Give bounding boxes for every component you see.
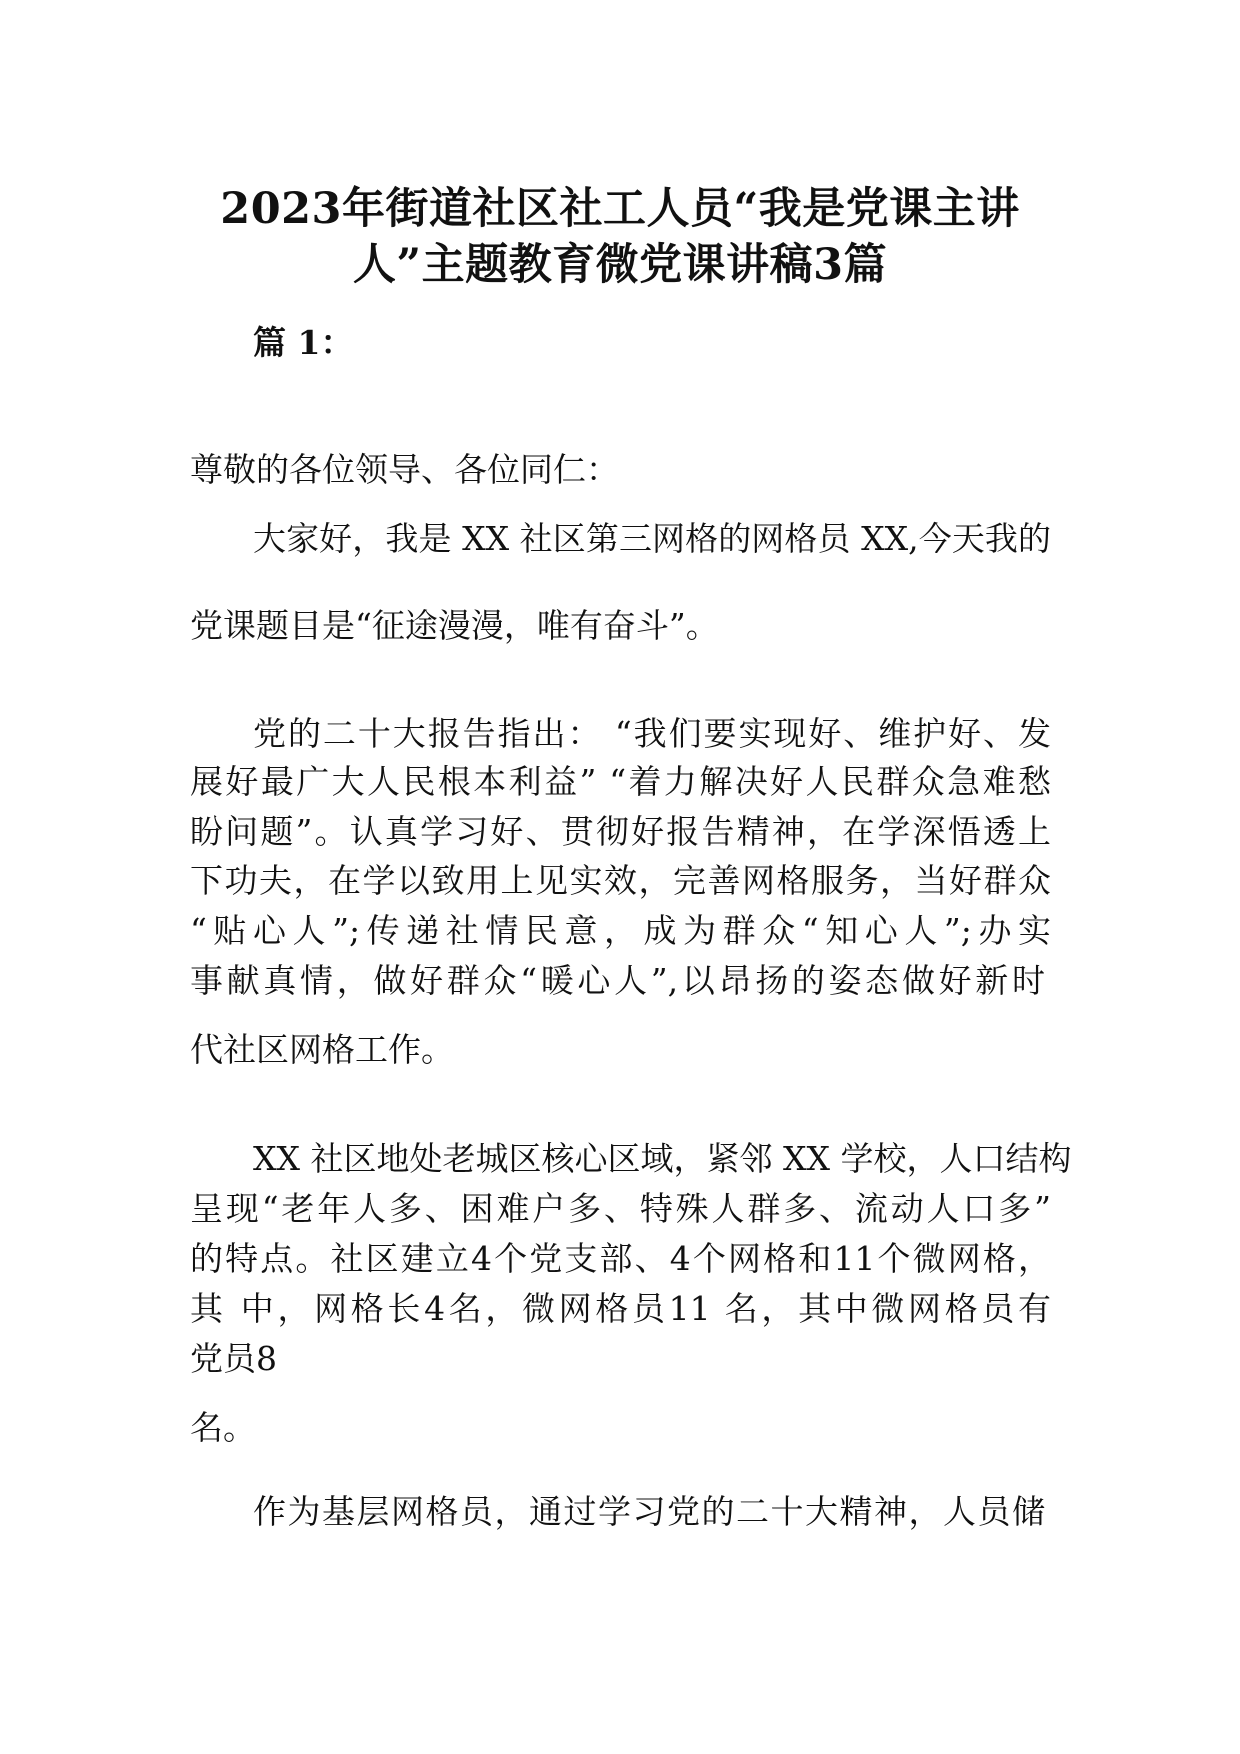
paragraph-2-line-2: 展好最广大人民根本利益” “着力解决好人民群众急难愁 (190, 762, 1051, 801)
paragraph-3-line-1: XX 社区地处老城区核心区域，紧邻 XX 学校，人口结构 (253, 1139, 1072, 1178)
paragraph-2-line-7: 代社区网格工作。 (190, 1030, 454, 1069)
section-heading: 篇 1： (253, 323, 354, 362)
paragraph-2-line-1: 党的二十大报告指出： “我们要实现好、维护好、发 (253, 714, 1051, 753)
paragraph-1-line-1: 大家好，我是 XX 社区第三网格的网格员 XX,今天我的 (253, 519, 1051, 558)
paragraph-3-line-3: 的特点。社区建立4个党支部、4个网格和11个微网格， (190, 1239, 1051, 1278)
paragraph-2-line-6: 事献真情，做好群众“暖心人”,以昂扬的姿态做好新时 (190, 961, 1045, 1000)
paragraph-2-line-4: 下功夫，在学以致用上见实效，完善网格服务，当好群众 (190, 861, 1051, 900)
document-title-line-2: 人”主题教育微党课讲稿3篇 (352, 240, 888, 290)
paragraph-3-line-2: 呈现“老年人多、困难户多、特殊人群多、流动人口多” (190, 1189, 1051, 1228)
paragraph-4-line-1: 作为基层网格员，通过学习党的二十大精神，人员储 (253, 1492, 1045, 1531)
salutation: 尊敬的各位领导、各位同仁： (190, 450, 619, 489)
paragraph-1-line-2: 党课题目是“征途漫漫，唯有奋斗”。 (190, 606, 719, 645)
paragraph-2-line-5: “贴心人”;传递社情民意，成为群众“知心人”;办实 (190, 911, 1051, 950)
paragraph-3-line-5: 党员8 (190, 1339, 277, 1378)
paragraph-3-line-6: 名。 (190, 1408, 256, 1447)
paragraph-2-line-3: 盼问题”。认真学习好、贯彻好报告精神，在学深悟透上 (190, 812, 1051, 851)
document-title-line-1: 2023年街道社区社工人员“我是党课主讲 (220, 184, 1020, 234)
paragraph-3-line-4: 其 中，网格长4名，微网格员11 名，其中微网格员有 (190, 1289, 1051, 1328)
